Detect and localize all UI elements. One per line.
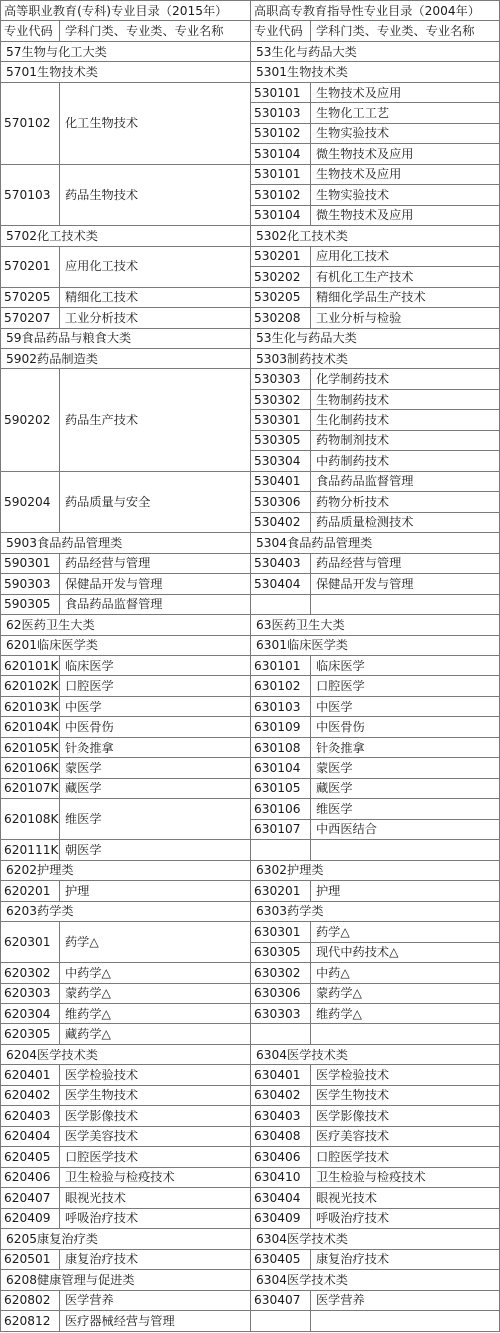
left-name-cell: 药品生物技术 (60, 164, 251, 225)
table-row (1, 328, 500, 348)
left-code-cell: 570205 (1, 287, 60, 307)
right-name-cell: 医疗美容技术 (311, 1126, 500, 1146)
right-name-cell: 眼视光技术 (311, 1188, 500, 1208)
right-name-cell: 卫生检验与检疫技术 (311, 1167, 500, 1187)
table-row (1, 41, 500, 61)
left-code-cell: 590301 (1, 553, 60, 573)
left-code-cell: 570207 (1, 308, 60, 328)
table-row (1, 901, 500, 921)
left-name-cell: 医学美容技术 (60, 1126, 251, 1146)
right-name-cell: 微生物技术及应用 (311, 144, 500, 164)
table-row (1, 1024, 500, 1044)
left-category-cell: 6208健康管理与促进类 (1, 1270, 251, 1290)
right-category-cell: 5304食品药品管理类 (251, 533, 500, 553)
right-code-header: 专业代码 (251, 21, 311, 41)
table-row (1, 594, 500, 614)
left-name-cell: 食品药品监督管理 (60, 594, 251, 614)
left-name-cell: 蒙药学△ (60, 983, 251, 1003)
table-row (1, 881, 500, 901)
left-name-cell: 中医学 (60, 696, 251, 716)
right-name-cell: 中医骨伤 (311, 717, 500, 737)
left-name-cell: 药学△ (60, 922, 251, 963)
table-row (1, 348, 500, 368)
table-row (1, 62, 500, 82)
table-row (1, 1249, 500, 1269)
right-category-cell: 5303制药技术类 (251, 348, 500, 368)
right-name-cell: 药品质量检测技术 (311, 512, 500, 532)
right-code-cell: 630406 (251, 1147, 311, 1167)
table-row (1, 615, 500, 635)
right-category-cell: 6304医学技术类 (251, 1044, 500, 1064)
right-name-cell (311, 594, 500, 614)
right-name-cell: 生物制药技术 (311, 389, 500, 409)
right-name-cell: 生物实验技术 (311, 185, 500, 205)
left-category-cell: 62医药卫生大类 (1, 615, 251, 635)
left-code-cell: 620305 (1, 1024, 60, 1044)
table-row (1, 1290, 500, 1310)
right-code-cell: 630306 (251, 983, 311, 1003)
table-row (1, 82, 500, 102)
right-name-cell: 中药△ (311, 963, 500, 983)
left-code-cell: 590303 (1, 574, 60, 594)
right-code-cell: 530302 (251, 389, 311, 409)
right-name-cell: 化学制药技术 (311, 369, 500, 389)
right-code-cell: 630402 (251, 1085, 311, 1105)
left-category-cell: 6203药学类 (1, 901, 251, 921)
right-code-cell: 530103 (251, 103, 311, 123)
right-code-cell (251, 1311, 311, 1332)
right-name-cell: 保健品开发与管理 (311, 574, 500, 594)
right-name-cell: 蒙药学△ (311, 983, 500, 1003)
right-code-cell: 530201 (251, 246, 311, 266)
left-code-cell: 620102K (1, 676, 60, 696)
left-code-cell: 620407 (1, 1188, 60, 1208)
right-name-cell: 药物制剂技术 (311, 430, 500, 450)
right-code-cell: 630405 (251, 1249, 311, 1269)
left-name-cell: 医学影像技术 (60, 1106, 251, 1126)
table-row (1, 696, 500, 716)
left-name-cell: 口腔医学技术 (60, 1147, 251, 1167)
left-code-cell: 620105K (1, 737, 60, 757)
right-code-cell: 630407 (251, 1290, 311, 1310)
left-code-cell: 620304 (1, 1003, 60, 1023)
column-header-row (1, 21, 500, 41)
right-name-cell: 口腔医学 (311, 676, 500, 696)
left-code-cell: 620108K (1, 799, 60, 840)
right-category-cell: 6304医学技术类 (251, 1270, 500, 1290)
table-row (1, 1167, 500, 1187)
table-row (1, 860, 500, 880)
right-code-cell: 630103 (251, 696, 311, 716)
left-name-cell: 工业分析技术 (60, 308, 251, 328)
right-code-cell: 630102 (251, 676, 311, 696)
left-code-cell: 620103K (1, 696, 60, 716)
table-row (1, 840, 500, 860)
table-row (1, 1229, 500, 1249)
right-name-cell: 食品药品监督管理 (311, 471, 500, 491)
left-name-cell: 维药学△ (60, 1003, 251, 1023)
right-category-cell: 5301生物技术类 (251, 62, 500, 82)
right-code-cell: 630105 (251, 778, 311, 798)
right-name-cell: 护理 (311, 881, 500, 901)
right-code-cell: 530104 (251, 144, 311, 164)
left-category-cell: 6205康复治疗类 (1, 1229, 251, 1249)
right-category-cell: 6301临床医学类 (251, 635, 500, 655)
right-code-cell (251, 1024, 311, 1044)
table-row (1, 1085, 500, 1105)
right-code-cell: 630106 (251, 799, 311, 819)
right-name-cell: 工业分析与检验 (311, 308, 500, 328)
left-name-cell: 维医学 (60, 799, 251, 840)
table-row (1, 308, 500, 328)
left-code-cell: 620812 (1, 1311, 60, 1332)
right-catalog-title: 高职高专教育指导性专业目录（2004年） (251, 1, 500, 21)
right-name-cell: 蒙医学 (311, 758, 500, 778)
right-code-cell: 530205 (251, 287, 311, 307)
right-name-cell: 应用化工技术 (311, 246, 500, 266)
right-name-cell (311, 1311, 500, 1332)
left-name-cell: 中医骨伤 (60, 717, 251, 737)
right-name-cell: 口腔医学技术 (311, 1147, 500, 1167)
right-category-cell: 6304医学技术类 (251, 1229, 500, 1249)
right-name-cell: 药学△ (311, 922, 500, 942)
right-code-cell: 530403 (251, 553, 311, 573)
table-row (1, 1147, 500, 1167)
left-name-cell: 针灸推拿 (60, 737, 251, 757)
left-code-cell: 620802 (1, 1290, 60, 1310)
left-code-cell: 590204 (1, 471, 60, 532)
right-name-cell: 维医学 (311, 799, 500, 819)
left-name-cell: 医疗器械经营与管理 (60, 1311, 251, 1332)
right-name-cell: 生物化工工艺 (311, 103, 500, 123)
right-code-cell: 530401 (251, 471, 311, 491)
table-row (1, 778, 500, 798)
right-name-cell: 中药制药技术 (311, 451, 500, 471)
right-code-cell: 530301 (251, 410, 311, 430)
left-name-cell: 精细化工技术 (60, 287, 251, 307)
left-name-cell: 医学检验技术 (60, 1065, 251, 1085)
left-name-cell: 药品经营与管理 (60, 553, 251, 573)
table-row (1, 1188, 500, 1208)
right-code-cell: 530208 (251, 308, 311, 328)
left-code-header: 专业代码 (1, 21, 60, 41)
left-category-cell: 59食品药品与粮食大类 (1, 328, 251, 348)
left-name-cell: 口腔医学 (60, 676, 251, 696)
right-code-cell: 630301 (251, 922, 311, 942)
left-name-cell: 保健品开发与管理 (60, 574, 251, 594)
left-name-cell: 蒙医学 (60, 758, 251, 778)
table-row (1, 676, 500, 696)
right-name-cell: 藏医学 (311, 778, 500, 798)
right-code-cell: 530305 (251, 430, 311, 450)
right-name-cell: 中医学 (311, 696, 500, 716)
right-code-cell: 630303 (251, 1003, 311, 1023)
left-code-cell: 620104K (1, 717, 60, 737)
right-category-cell: 6303药学类 (251, 901, 500, 921)
table-row (1, 287, 500, 307)
left-code-cell: 620302 (1, 963, 60, 983)
left-code-cell: 590202 (1, 369, 60, 471)
left-category-cell: 57生物与化工大类 (1, 41, 251, 61)
table-row (1, 574, 500, 594)
right-code-cell: 630108 (251, 737, 311, 757)
right-code-cell: 530303 (251, 369, 311, 389)
table-row (1, 983, 500, 1003)
left-code-cell: 620111K (1, 840, 60, 860)
left-code-cell: 620406 (1, 1167, 60, 1187)
right-name-cell: 现代中药技术△ (311, 942, 500, 962)
table-row (1, 471, 500, 491)
left-code-cell: 570103 (1, 164, 60, 225)
left-code-cell: 570102 (1, 82, 60, 164)
right-code-cell: 630104 (251, 758, 311, 778)
table-row (1, 369, 500, 389)
right-code-cell: 530101 (251, 164, 311, 184)
right-code-cell: 530102 (251, 123, 311, 143)
left-code-cell: 620402 (1, 1085, 60, 1105)
left-name-cell: 藏药学△ (60, 1024, 251, 1044)
left-name-cell: 康复治疗技术 (60, 1249, 251, 1269)
left-category-cell: 5702化工技术类 (1, 226, 251, 246)
table-row (1, 1106, 500, 1126)
left-category-cell: 5701生物技术类 (1, 62, 251, 82)
table-row (1, 1311, 500, 1332)
left-name-cell: 朝医学 (60, 840, 251, 860)
table-row (1, 553, 500, 573)
right-code-cell: 630408 (251, 1126, 311, 1146)
table-row (1, 1003, 500, 1023)
left-name-cell: 化工生物技术 (60, 82, 251, 164)
right-code-cell: 630201 (251, 881, 311, 901)
right-name-cell: 针灸推拿 (311, 737, 500, 757)
right-name-cell: 中西医结合 (311, 819, 500, 839)
table-row (1, 533, 500, 553)
right-name-cell: 医学检验技术 (311, 1065, 500, 1085)
right-category-cell: 53生化与药品大类 (251, 328, 500, 348)
table-row (1, 246, 500, 266)
left-name-cell: 医学营养 (60, 1290, 251, 1310)
right-name-cell: 微生物技术及应用 (311, 205, 500, 225)
left-name-cell: 呼吸治疗技术 (60, 1208, 251, 1228)
right-name-cell: 康复治疗技术 (311, 1249, 500, 1269)
right-name-cell: 药物分析技术 (311, 492, 500, 512)
right-code-cell: 630404 (251, 1188, 311, 1208)
left-name-cell: 中药学△ (60, 963, 251, 983)
table-row (1, 1126, 500, 1146)
table-row (1, 963, 500, 983)
right-name-cell: 生物技术及应用 (311, 82, 500, 102)
right-code-cell: 630107 (251, 819, 311, 839)
left-name-cell: 卫生检验与检疫技术 (60, 1167, 251, 1187)
table-row (1, 635, 500, 655)
right-name-cell: 临床医学 (311, 656, 500, 676)
right-name-cell (311, 1024, 500, 1044)
left-name-header: 学科门类、专业类、专业名称 (60, 21, 251, 41)
right-category-cell: 6302护理类 (251, 860, 500, 880)
table-row (1, 1208, 500, 1228)
right-name-header: 学科门类、专业类、专业名称 (311, 21, 500, 41)
right-code-cell: 530101 (251, 82, 311, 102)
right-name-cell (311, 840, 500, 860)
right-code-cell: 530402 (251, 512, 311, 532)
right-name-cell: 生物技术及应用 (311, 164, 500, 184)
right-code-cell: 530404 (251, 574, 311, 594)
right-name-cell: 精细化学品生产技术 (311, 287, 500, 307)
table-row (1, 1044, 500, 1064)
right-code-cell: 530306 (251, 492, 311, 512)
left-code-cell: 620303 (1, 983, 60, 1003)
left-name-cell: 药品生产技术 (60, 369, 251, 471)
right-code-cell: 630409 (251, 1208, 311, 1228)
right-code-cell: 630401 (251, 1065, 311, 1085)
table-row (1, 1065, 500, 1085)
left-category-cell: 5902药品制造类 (1, 348, 251, 368)
left-name-cell: 医学生物技术 (60, 1085, 251, 1105)
left-code-cell: 620106K (1, 758, 60, 778)
right-code-cell: 630305 (251, 942, 311, 962)
right-code-cell: 630302 (251, 963, 311, 983)
left-code-cell: 620401 (1, 1065, 60, 1085)
table-row (1, 717, 500, 737)
left-name-cell: 藏医学 (60, 778, 251, 798)
right-code-cell (251, 840, 311, 860)
left-catalog-title: 高等职业教育(专科)专业目录（2015年） (1, 1, 251, 21)
left-code-cell: 590305 (1, 594, 60, 614)
left-category-cell: 5903食品药品管理类 (1, 533, 251, 553)
left-category-cell: 6202护理类 (1, 860, 251, 880)
table-body (1, 1, 500, 1332)
right-code-cell: 530104 (251, 205, 311, 225)
table-row (1, 737, 500, 757)
right-name-cell: 有机化工生产技术 (311, 267, 500, 287)
table-row (1, 922, 500, 942)
left-code-cell: 620301 (1, 922, 60, 963)
right-code-cell: 530102 (251, 185, 311, 205)
left-code-cell: 570201 (1, 246, 60, 287)
left-category-cell: 6204医学技术类 (1, 1044, 251, 1064)
right-code-cell: 630109 (251, 717, 311, 737)
left-code-cell: 620405 (1, 1147, 60, 1167)
left-name-cell: 应用化工技术 (60, 246, 251, 287)
right-name-cell: 生物实验技术 (311, 123, 500, 143)
right-code-cell (251, 594, 311, 614)
left-code-cell: 620403 (1, 1106, 60, 1126)
table-row (1, 164, 500, 184)
right-name-cell: 维药学△ (311, 1003, 500, 1023)
left-name-cell: 临床医学 (60, 656, 251, 676)
left-name-cell: 护理 (60, 881, 251, 901)
right-name-cell: 医学影像技术 (311, 1106, 500, 1126)
left-code-cell: 620201 (1, 881, 60, 901)
right-category-cell: 53生化与药品大类 (251, 41, 500, 61)
right-code-cell: 530304 (251, 451, 311, 471)
left-code-cell: 620501 (1, 1249, 60, 1269)
table-row (1, 226, 500, 246)
table-row (1, 799, 500, 819)
left-code-cell: 620107K (1, 778, 60, 798)
left-category-cell: 6201临床医学类 (1, 635, 251, 655)
right-name-cell: 医学生物技术 (311, 1085, 500, 1105)
table-row (1, 1270, 500, 1290)
table-row (1, 656, 500, 676)
right-name-cell: 医学营养 (311, 1290, 500, 1310)
right-name-cell: 生化制药技术 (311, 410, 500, 430)
right-code-cell: 630410 (251, 1167, 311, 1187)
title-row (1, 1, 500, 21)
left-code-cell: 620101K (1, 656, 60, 676)
right-code-cell: 630101 (251, 656, 311, 676)
right-category-cell: 63医药卫生大类 (251, 615, 500, 635)
left-name-cell: 眼视光技术 (60, 1188, 251, 1208)
right-code-cell: 630403 (251, 1106, 311, 1126)
right-name-cell: 药品经营与管理 (311, 553, 500, 573)
right-code-cell: 530202 (251, 267, 311, 287)
left-code-cell: 620409 (1, 1208, 60, 1228)
table-row (1, 758, 500, 778)
right-name-cell: 呼吸治疗技术 (311, 1208, 500, 1228)
left-code-cell: 620404 (1, 1126, 60, 1146)
right-category-cell: 5302化工技术类 (251, 226, 500, 246)
left-name-cell: 药品质量与安全 (60, 471, 251, 532)
